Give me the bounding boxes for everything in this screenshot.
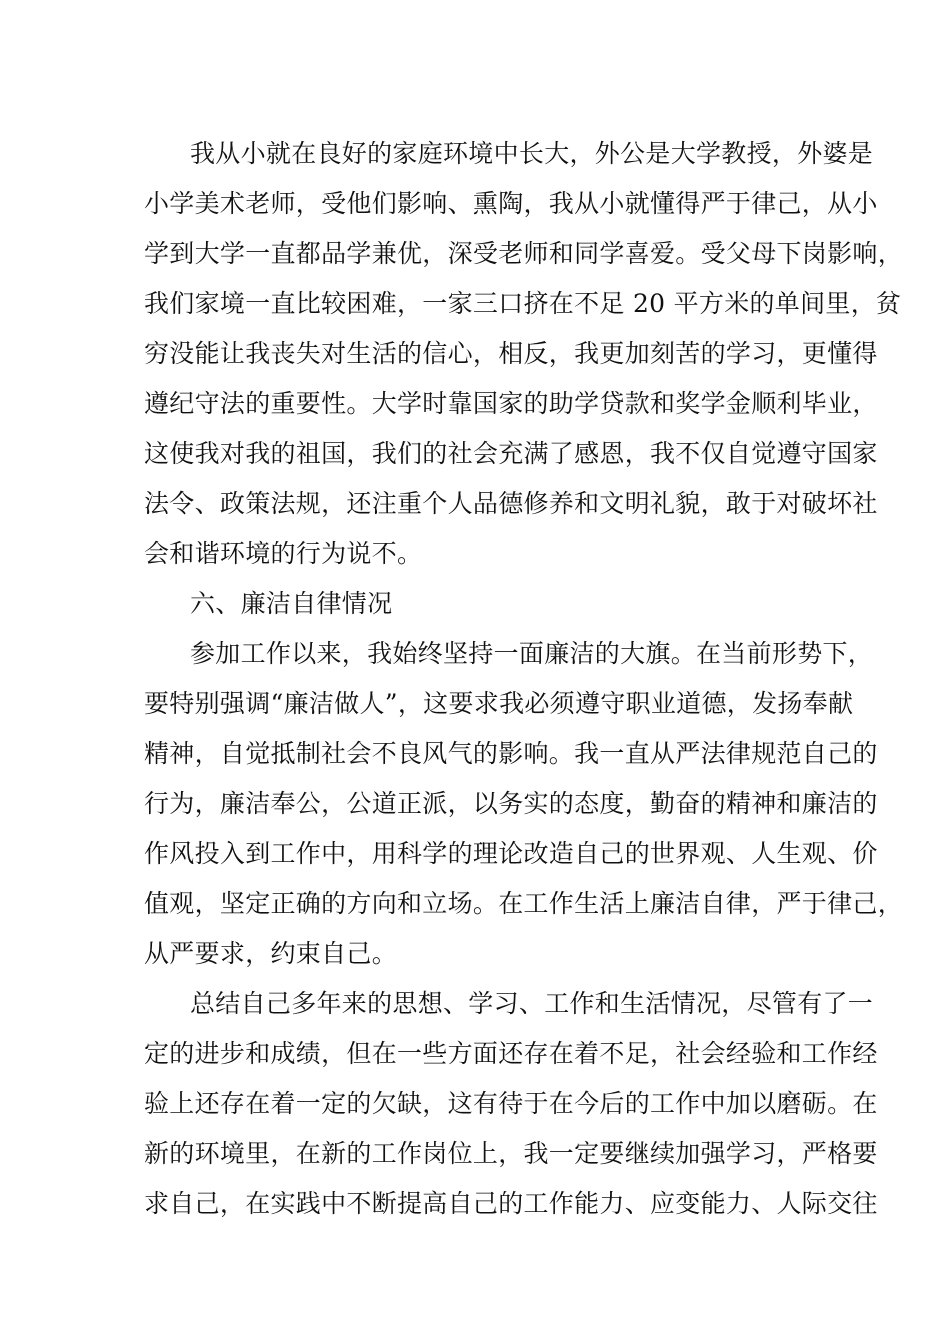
para-2-line-5: 作风投入到工作中，用科学的理论改造自己的世界观、人生观、价 bbox=[144, 839, 878, 868]
para-3-line-2: 定的进步和成绩，但在一些方面还存在着不足，社会经验和工作经 bbox=[144, 1039, 878, 1068]
para-1-line-4: 我们家境一直比较困难，一家三口挤在不足 20 平方米的单间里，贫 bbox=[144, 289, 902, 318]
para-1-line-1: 我从小就在良好的家庭环境中长大，外公是大学教授，外婆是 bbox=[190, 139, 874, 168]
para-2-line-6: 值观，坚定正确的方向和立场。在工作生活上廉洁自律，严于律己， bbox=[144, 889, 904, 918]
para-2-line-3: 精神，自觉抵制社会不良风气的影响。我一直从严法律规范自己的 bbox=[144, 739, 878, 768]
para-2-line-2: 要特别强调“廉洁做人”，这要求我必须遵守职业道德，发扬奉献 bbox=[144, 689, 854, 718]
para-3-line-1: 总结自己多年来的思想、学习、工作和生活情况，尽管有了一 bbox=[190, 989, 874, 1018]
para-3-line-3: 验上还存在着一定的欠缺，这有待于在今后的工作中加以磨砺。在 bbox=[144, 1089, 878, 1118]
para-1-line-6: 遵纪守法的重要性。大学时靠国家的助学贷款和奖学金顺利毕业， bbox=[144, 389, 878, 418]
para-3-line-4: 新的环境里，在新的工作岗位上，我一定要继续加强学习，严格要 bbox=[144, 1139, 878, 1168]
section-heading: 六、廉洁自律情况 bbox=[190, 589, 393, 618]
para-2-line-4: 行为，廉洁奉公，公道正派，以务实的态度，勤奋的精神和廉洁的 bbox=[144, 789, 878, 818]
para-2-line-7: 从严要求，约束自己。 bbox=[144, 939, 398, 968]
para-1-line-5: 穷没能让我丧失对生活的信心，相反，我更加刻苦的学习，更懂得 bbox=[144, 339, 878, 368]
para-1-line-7: 这使我对我的祖国，我们的社会充满了感恩，我不仅自觉遵守国家 bbox=[144, 439, 878, 468]
para-2-line-1: 参加工作以来，我始终坚持一面廉洁的大旗。在当前形势下， bbox=[190, 639, 874, 668]
para-1-line-9: 会和谐环境的行为说不。 bbox=[144, 539, 423, 568]
para-1-line-8: 法令、政策法规，还注重个人品德修养和文明礼貌，敢于对破坏社 bbox=[144, 489, 878, 518]
para-3-line-5: 求自己，在实践中不断提高自己的工作能力、应变能力、人际交往 bbox=[144, 1189, 878, 1218]
para-1-line-3: 学到大学一直都品学兼优，深受老师和同学喜爱。受父母下岗影响， bbox=[144, 239, 904, 268]
para-1-line-2: 小学美术老师，受他们影响、熏陶，我从小就懂得严于律己，从小 bbox=[144, 189, 878, 218]
